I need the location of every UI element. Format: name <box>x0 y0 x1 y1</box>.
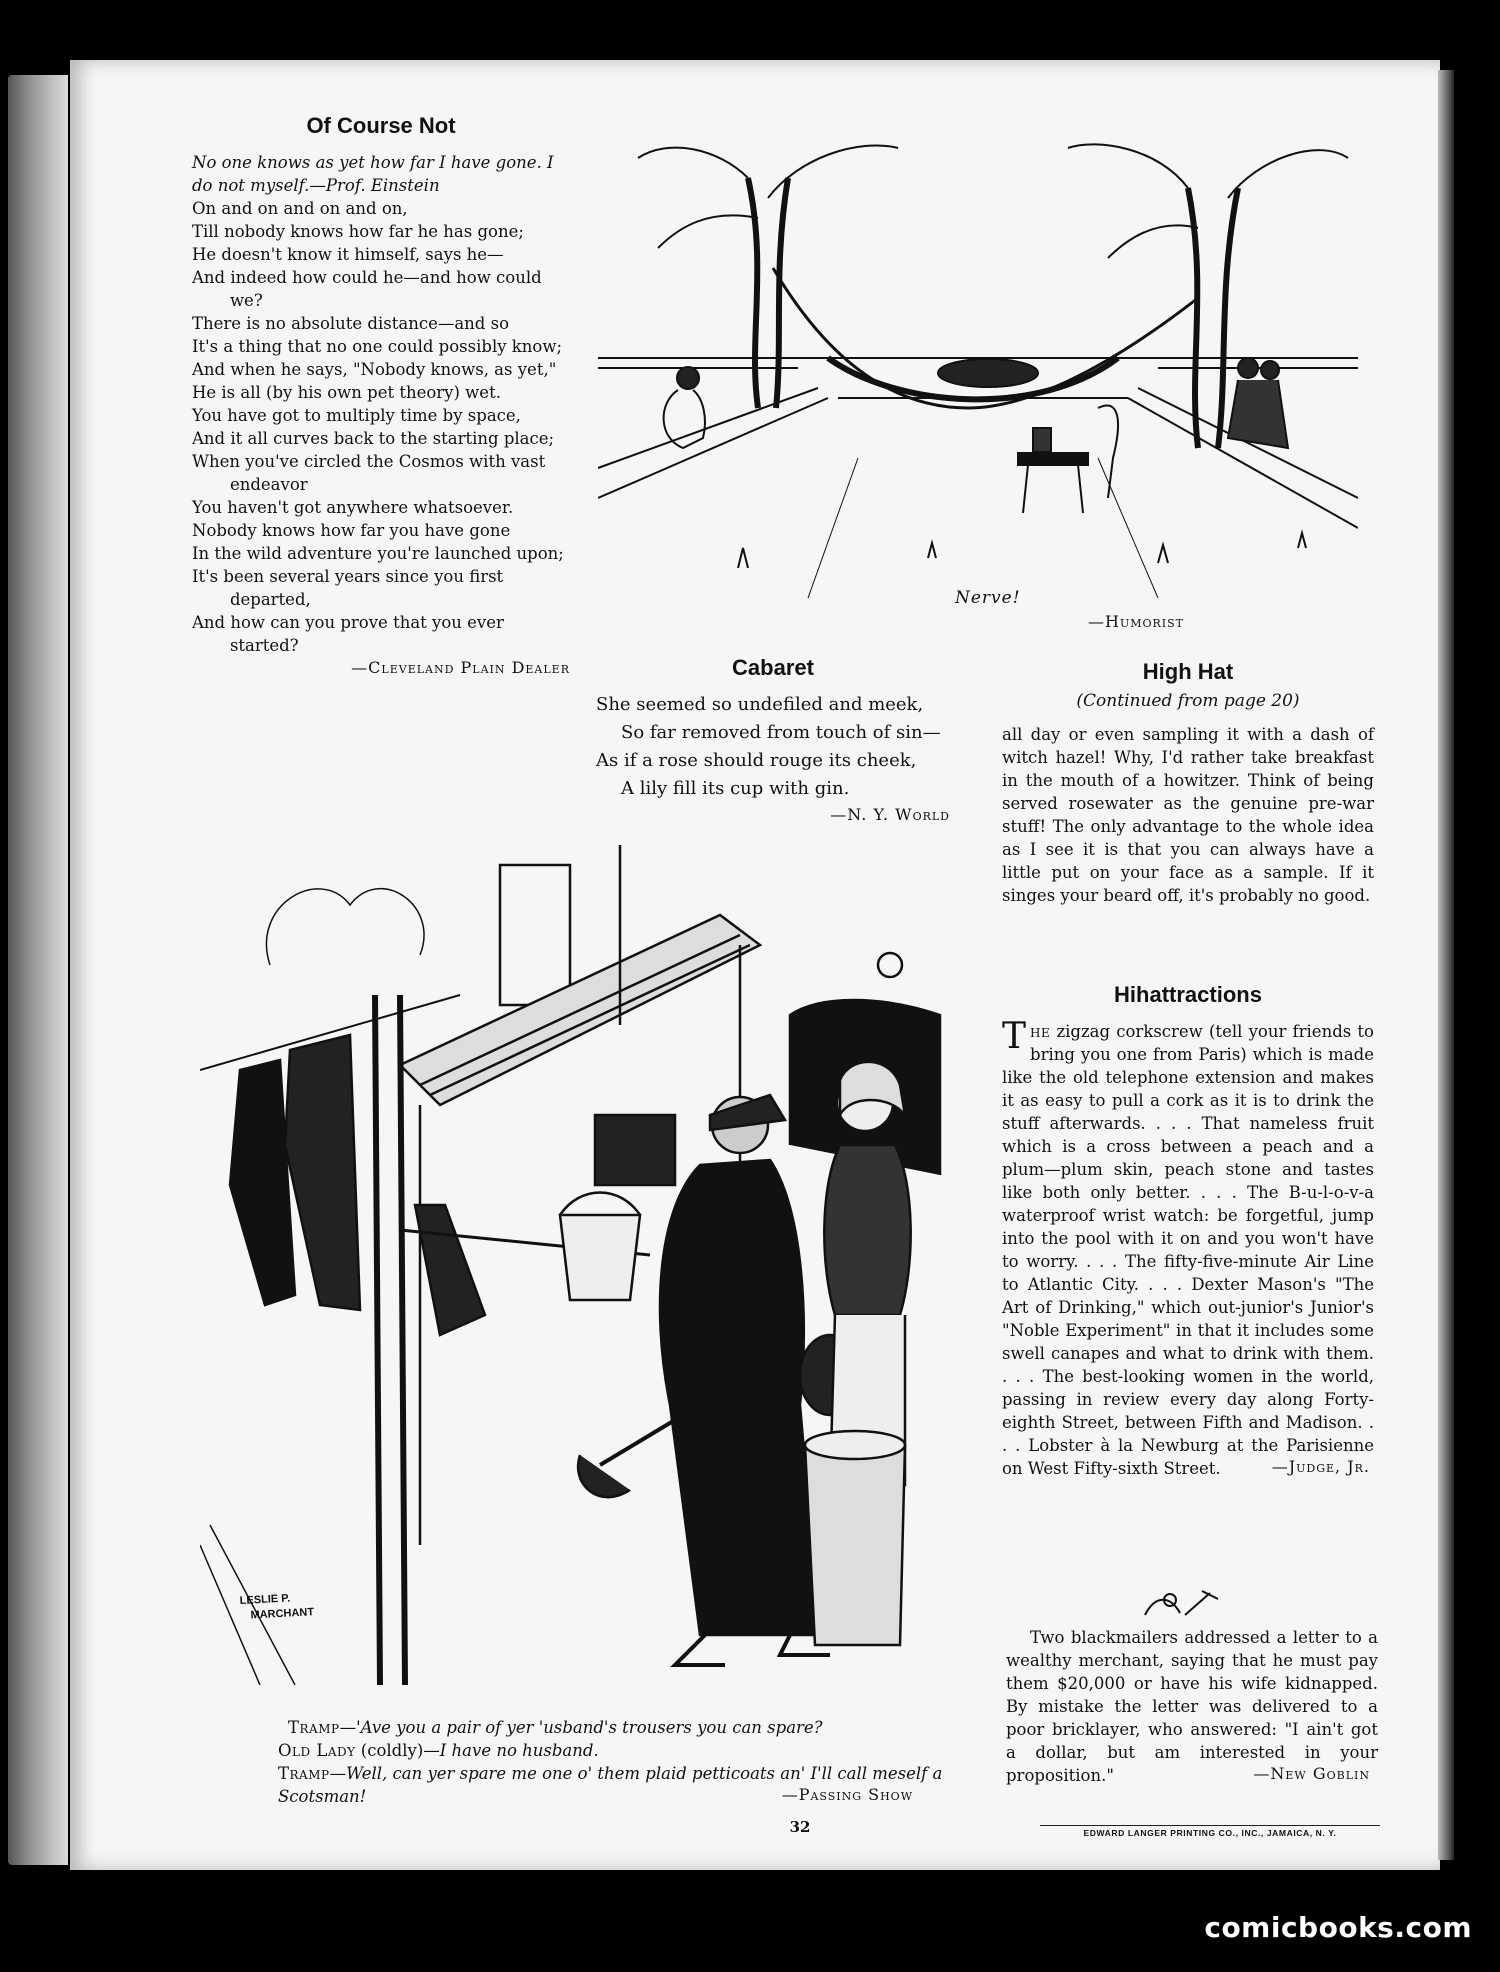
page-edge-right <box>1438 70 1454 1860</box>
poem-line: And it all curves back to the starting place; <box>192 429 555 448</box>
cabaret-lines <box>596 691 950 803</box>
caption-line <box>278 1739 953 1762</box>
poem-line: It's a thing that no one could possibly know; <box>192 337 563 356</box>
cabaret-title: Cabaret <box>732 655 814 680</box>
caption-speaker: Tramp <box>278 1764 330 1783</box>
poem-line: Nobody knows how far you have gone <box>192 521 511 540</box>
poem-line: Till nobody knows how far he has gone; <box>192 222 524 241</box>
hihattractions-title: Hihattractions <box>1114 982 1262 1007</box>
poem-title: Of Course Not <box>306 113 456 138</box>
poem-line: A lily fill its cup with gin. <box>621 778 850 799</box>
cabaret-attribution: —N. Y. World <box>830 805 950 824</box>
ornament-illustration <box>1140 1585 1230 1625</box>
poem-epigraph <box>192 151 570 197</box>
small-ornament <box>1140 1585 1230 1625</box>
cartoon-hammock <box>598 118 1358 598</box>
printer-credit: EDWARD LANGER PRINTING CO., INC., JAMAICA, N. Y. <box>1083 1828 1337 1838</box>
artist-signature-line2: MARCHANT <box>250 1606 315 1622</box>
poem-line: So far removed from touch of sin— <box>621 722 941 743</box>
poem-line: There is no absolute distance—and so <box>192 314 510 333</box>
high-hat-text: all day or even sampling it with a dash of witch hazel! Why, I'd rather take breakfast in the mouth of a howitzer. Think of being served rosewater as the genuine pre-war stuff! The only advantage to the whole idea as I see it is that you can always have a little put on your face as a sample. If it singes your beard off, it's probably no good. <box>1002 725 1374 905</box>
high-hat-continued: (Continued from page 20) <box>1076 691 1300 711</box>
hihattractions-body: zigzag corkscrew (tell your friends to bring you one from Paris) which is made like the old telephone extension and makes it as easy to pull a cork as it is to drink the stuff afterwards. . . . That nameless fruit which is a cross between a peach and a plum—plum skin, peach stone and tastes like both only better. . . . The B-u-l-o-v-a waterproof wrist watch: be forgetful, jump into the pool with it on and you won't have to worry. . . . The fifty-five-minute Air Line to Atlantic City. . . . Dexter Mason's "The Art of Drinking," which out-junior's Junior's "Noble Experiment" in that it includes some swell canapes and what to drink with them. . . . The best-looking women in the world, passing in review every day along Forty-eighth Street, between Fifth and Madison. . . . Lobster à la Newburg at the Parisienne on West Fifty-sixth Street. <box>1002 1022 1374 1478</box>
blackmail-anecdote <box>1006 1626 1378 1783</box>
poem-line: You haven't got anywhere whatsoever. <box>192 498 514 517</box>
poem-line: He is all (by his own pet theory) wet. <box>192 383 501 402</box>
cartoon-hammock-caption: Nerve! <box>955 588 1021 608</box>
epigraph-text: No one knows as yet how far I have gone. I do not myself.—Prof. Einstein <box>192 153 554 195</box>
blackmail-attribution: —New Goblin <box>1253 1764 1370 1783</box>
hihattractions-lead: he <box>1030 1022 1051 1041</box>
caption-aside: (coldly) <box>355 1741 424 1760</box>
artist-signature-line1: LESLIE P. <box>239 1592 291 1608</box>
hihattractions-dropcap: T <box>1002 1016 1027 1057</box>
high-hat-section <box>1002 659 1374 907</box>
hihattractions-attribution: —Judge, Jr. <box>1271 1457 1370 1476</box>
poem-line: She seemed so undefiled and meek, <box>596 694 924 715</box>
poem-attribution: —Cleveland Plain Dealer <box>351 658 570 677</box>
poem-line: As if a rose should rouge its cheek, <box>596 750 917 771</box>
poem-line: On and on and on and on, <box>192 199 408 218</box>
poem-line: And indeed how could he—and how could we? <box>192 268 542 310</box>
poem-cabaret <box>596 655 950 824</box>
poem-line: In the wild adventure you're launched upon; <box>192 544 564 563</box>
caption-speaker: Old Lady <box>278 1741 356 1760</box>
blackmail-text: Two blackmailers addressed a letter to a wealthy merchant, saying that he must pay them $20,000 or have his wife kidnapped. By mistake the letter was delivered to a poor bricklayer, who answered: "I ain't got a dollar, but am interested in your proposition." <box>1006 1628 1378 1785</box>
cartoon-hammock-illustration <box>598 118 1358 598</box>
watermark: comicbooks.com <box>1204 1911 1472 1944</box>
caption-speech: —Well, can yer spare me one o' them plaid petticoats an' I'll call meself a Scotsman! <box>278 1764 943 1806</box>
poem-line: It's been several years since you first departed, <box>192 567 504 609</box>
poem-of-course-not <box>192 113 570 677</box>
poem-lines <box>192 197 570 657</box>
poem-line: He doesn't know it himself, says he— <box>192 245 504 264</box>
poem-line: And how can you prove that you ever started? <box>192 613 504 655</box>
caption-line <box>278 1716 953 1739</box>
poem-line: When you've circled the Cosmos with vast endeavor <box>192 452 546 494</box>
caption-speech: —'Ave you a pair of yer 'usband's trousers you can spare? <box>339 1718 823 1737</box>
caption-speech: —I have no husband. <box>423 1741 599 1760</box>
cartoon-hammock-credit: —Humorist <box>1088 612 1185 631</box>
poem-line: You have got to multiply time by space, <box>192 406 521 425</box>
cartoon-tramp-illustration <box>200 845 970 1685</box>
page-number: 32 <box>789 1818 811 1836</box>
caption-speaker: Tramp <box>288 1718 340 1737</box>
cartoon-tramp <box>200 845 970 1685</box>
poem-line: And when he says, "Nobody knows, as yet," <box>192 360 557 379</box>
hihattractions-text <box>1002 1016 1374 1480</box>
caption-credit: —Passing Show <box>781 1785 913 1804</box>
hihattractions-section <box>1002 982 1374 1476</box>
footer-rule <box>1040 1825 1380 1826</box>
book-spine-left <box>8 75 68 1865</box>
high-hat-title: High Hat <box>1142 659 1234 684</box>
cartoon-tramp-caption <box>278 1716 953 1804</box>
